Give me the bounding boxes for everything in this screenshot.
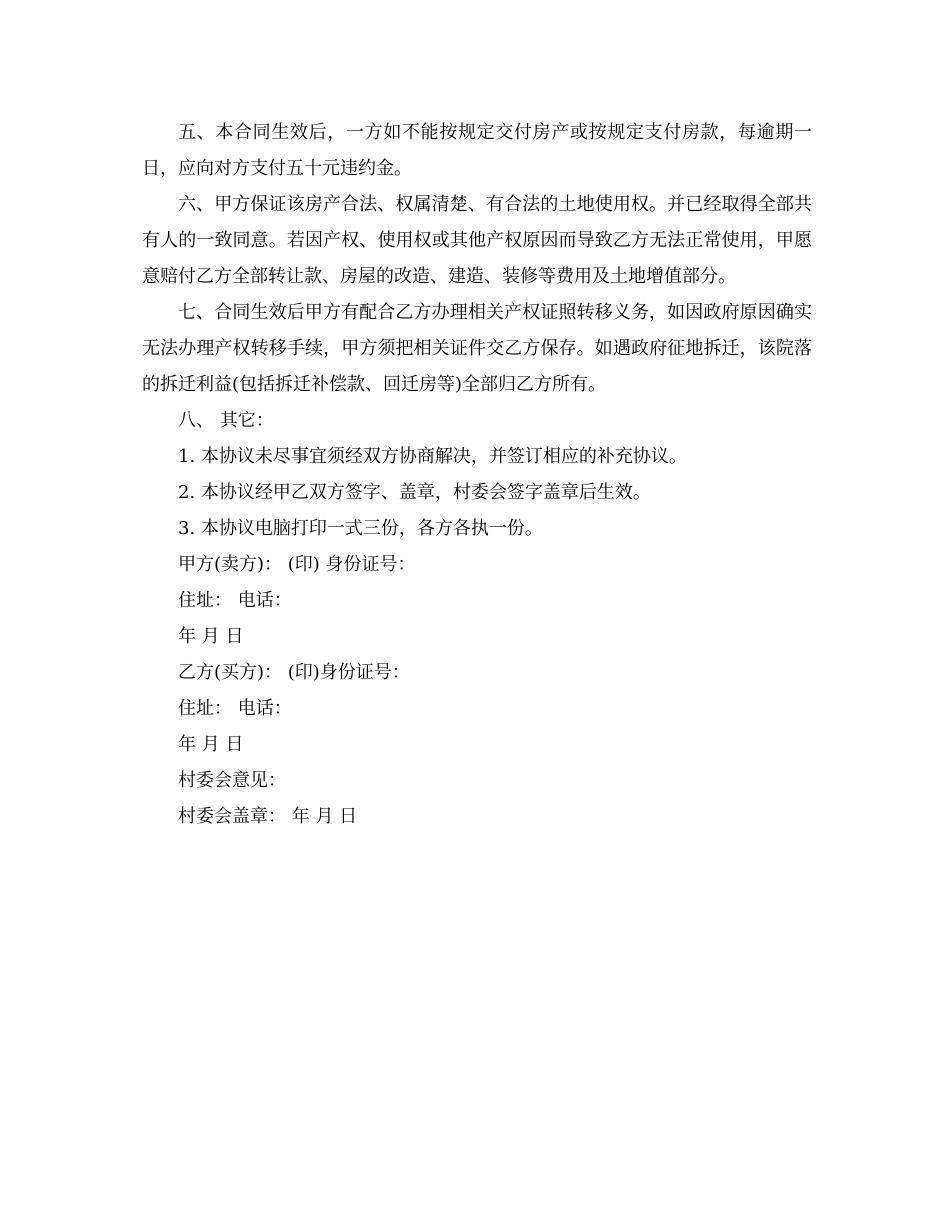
clause-five: 五、本合同生效后，一方如不能按规定交付房产或按规定支付房款，每逾期一日，应向对方支付五十元违约金。 — [142, 122, 812, 179]
party-b-date-line: 年 月 日 — [178, 734, 244, 755]
clause-six: 六、甲方保证该房产合法、权属清楚、有合法的土地使用权。并已经取得全部共有人的一致同意。若因产权、使用权或其他产权原因而导致乙方无法正常使用，甲愿意赔付乙方全部转让款、房屋的改造、建造、装修等费用及土地增值部分。 — [142, 194, 812, 287]
document-body — [142, 115, 812, 835]
committee-seal-line: 村委会盖章： 年 月 日 — [178, 806, 358, 827]
other-item-2: 2. 本协议经甲乙双方签字、盖章，村委会签字盖章后生效。 — [178, 482, 651, 503]
committee-opinion-line: 村委会意见： — [178, 770, 286, 791]
party-a-signature-line: 甲方(卖方)： (印) 身份证号： — [178, 554, 416, 575]
party-b-signature-line: 乙方(买方)： (印)身份证号： — [178, 662, 410, 683]
clause-eight-heading: 八、 其它： — [178, 410, 274, 431]
clause-seven: 七、合同生效后甲方有配合乙方办理相关产权证照转移义务，如因政府原因确实无法办理产权转移手续，甲方须把相关证件交乙方保存。如遇政府征地拆迁，该院落的拆迁利益(包括拆迁补偿款、回迁房等)全部归乙方所有。 — [142, 302, 812, 395]
other-item-1: 1. 本协议未尽事宜须经双方协商解决，并签订相应的补充协议。 — [178, 446, 687, 467]
party-a-date-line: 年 月 日 — [178, 626, 244, 647]
party-a-address-line: 住址： 电话： — [178, 590, 292, 611]
other-item-3: 3. 本协议电脑打印一式三份，各方各执一份。 — [178, 518, 543, 539]
party-b-address-line: 住址： 电话： — [178, 698, 292, 719]
